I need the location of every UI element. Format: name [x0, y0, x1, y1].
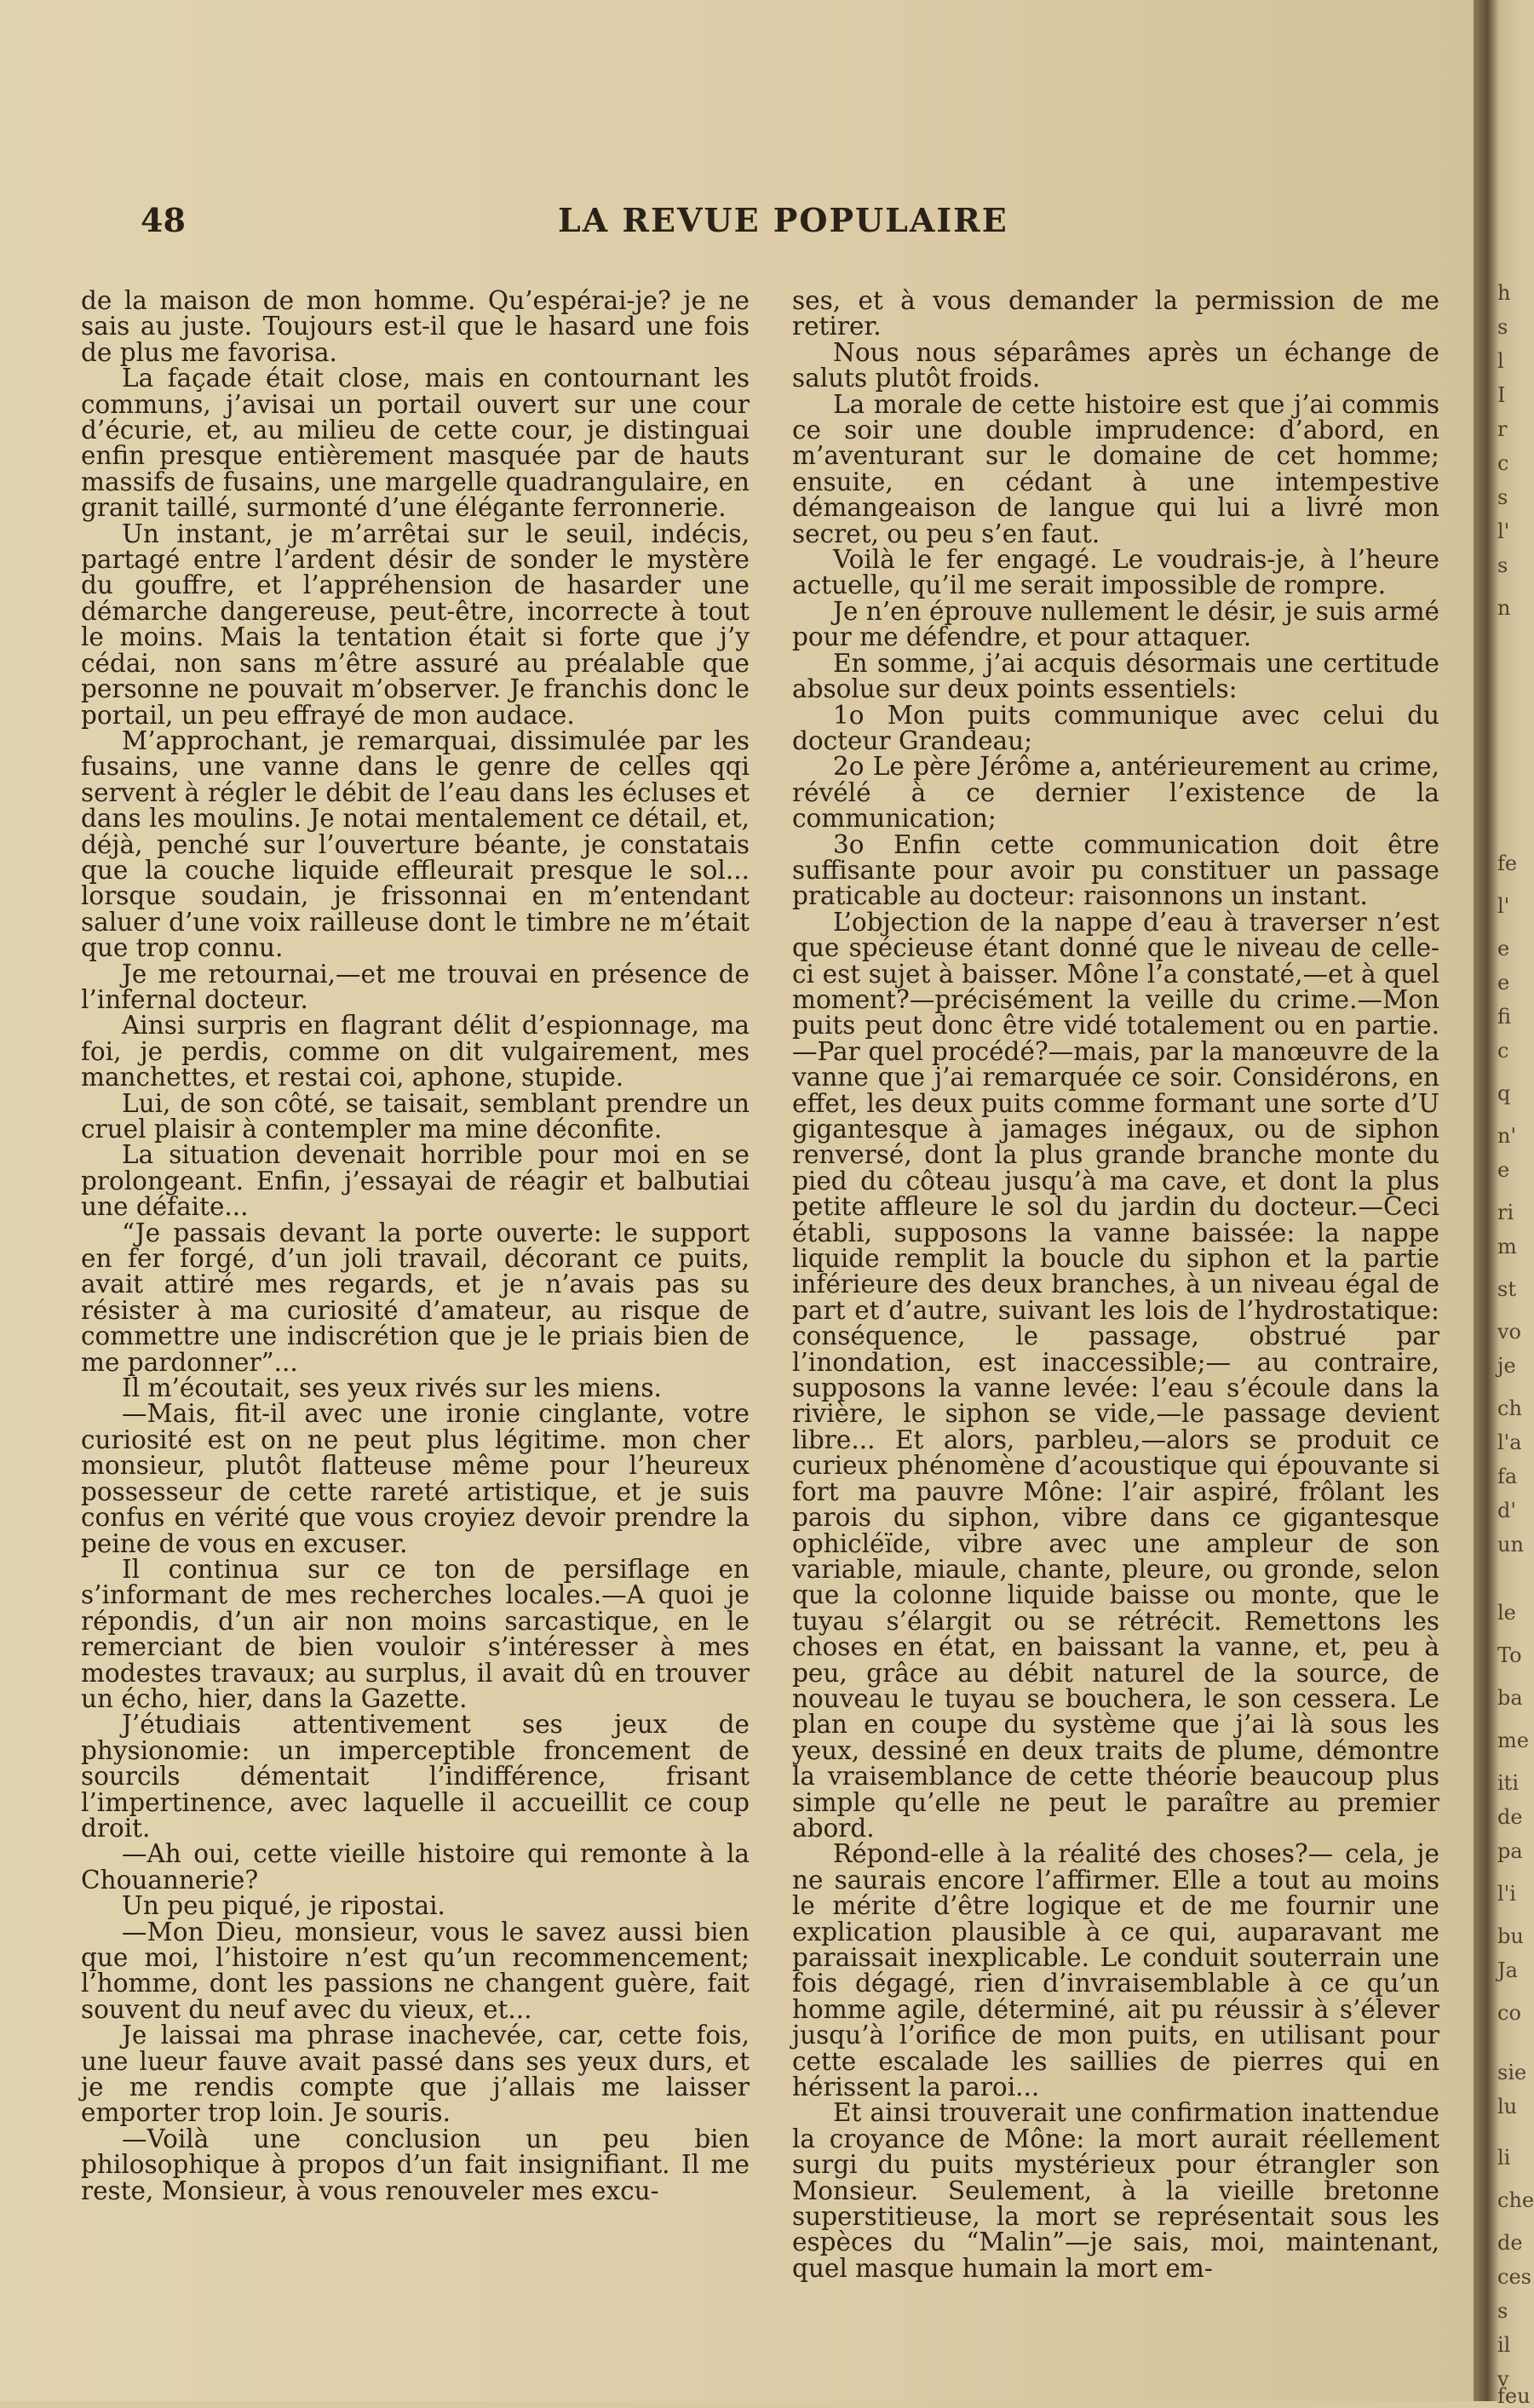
- paragraph: 2o Le père Jérôme a, antérieurement au crime, révélé à ce dernier l’existence de la communication;: [792, 752, 1439, 834]
- paragraph: En somme, j’ai acquis désormais une certitude absolue sur deux points essentiels:: [792, 648, 1439, 704]
- right-column: [792, 288, 1439, 2281]
- gutter-fragment: l: [1497, 349, 1504, 373]
- gutter-fragment: I: [1497, 383, 1506, 407]
- gutter-fragment: r: [1497, 417, 1508, 441]
- gutter-fragment: c: [1497, 1039, 1509, 1063]
- paragraph: Un instant, je m’arrêtai sur le seuil, indécis, partagé entre l’ardent désir de sonder le mystère du gouffre, et l’appréhension de hasarder une démarche dangereuse, peut-être, incorrecte à tout le moins. Mais la tentation était si forte que j’y cédai, non sans m’être assuré au préalable que personne ne pouvait m’observer. Je franchis donc le portail, un peu effrayé de mon audace.: [81, 519, 750, 730]
- gutter-fragment: ri: [1497, 1201, 1514, 1224]
- facing-page-gutter: [1474, 0, 1534, 2408]
- paragraph: Je n’en éprouve nullement le désir, je suis armé pour me défendre, et pour attaquer.: [792, 596, 1439, 652]
- paragraph: Je me retournai,—et me trouvai en présence de l’infernal docteur.: [81, 959, 750, 1014]
- gutter-fragment: n': [1497, 1124, 1517, 1148]
- paragraph: Nous nous séparâmes après un échange de saluts plutôt froids.: [792, 337, 1439, 393]
- gutter-fragment: n: [1497, 596, 1511, 620]
- paragraph: Ainsi surpris en flagrant délit d’espionnage, ma foi, je perdis, comme on dit vulgairement, mes manchettes, et restai coi, aphone, stupide.: [81, 1011, 750, 1092]
- left-column: [81, 288, 750, 2204]
- gutter-fragment: le: [1497, 1601, 1516, 1625]
- paragraph: Un peu piqué, je ripostai.: [122, 1891, 445, 1921]
- paragraph: 3o Enfin cette communication doit être suffisante pour avoir pu constituer un passage praticable au docteur: raisonnons un instant.: [792, 829, 1439, 911]
- gutter-fragment: iti: [1497, 1771, 1519, 1795]
- gutter-fragment: che: [1497, 2188, 1534, 2212]
- gutter-fragment: li: [1497, 2146, 1511, 2170]
- gutter-fragment: l': [1497, 894, 1510, 918]
- gutter-fragment: l': [1497, 519, 1510, 543]
- gutter-fragment: feu: [1497, 2384, 1531, 2408]
- paragraph: ses, et à vous demander la permission de me retirer.: [792, 286, 1439, 341]
- paragraph: Répond-elle à la réalité des choses?— cela, je ne saurais encore l’affirmer. Elle a tout au moins le mérite d’être logique et de me fournir une explication plausible à ce qui, auparavant me paraissait inexplicable. Le conduit souterrain une fois dégagé, rien d’invraisemblable à ce qu’un homme agile, déterminé, ait pu réussir à s’élever jusqu’à l’orifice de mon puits, en utilisant pour cette escalade les saillies de pierres qui en hérissent la paroi...: [792, 1839, 1439, 2102]
- gutter-fragment: vo: [1497, 1320, 1522, 1344]
- gutter-fragment: l'a: [1497, 1430, 1522, 1454]
- gutter-fragment: ch: [1497, 1396, 1522, 1420]
- gutter-fragment: pa: [1497, 1839, 1523, 1863]
- gutter-fragment: fe: [1497, 851, 1518, 875]
- gutter-fragment: un: [1497, 1533, 1524, 1557]
- gutter-fragment: s: [1497, 2299, 1508, 2323]
- gutter-fragment: s: [1497, 553, 1508, 577]
- gutter-fragment: s: [1497, 485, 1508, 509]
- gutter-fragment: il: [1497, 2333, 1511, 2357]
- paragraph: M’approchant, je remarquai, dissimulée par les fusains, une vanne dans le genre de celles qqi servent à régler le débit de l’eau dans les écluses et dans les moulins. Je notai mentalement ce détail, et, déjà, penché sur l’ouverture béante, je constatais que la couche liquide effleurait presque le sol... lorsque soudain, je frissonnai en m’entendant saluer d’une voix railleuse dont le timbre ne m’était que trop connu.: [81, 725, 750, 963]
- paragraph: —Ah oui, cette vieille histoire qui remonte à la Chouannerie?: [81, 1839, 750, 1895]
- gutter-fragment: ces: [1497, 2265, 1531, 2289]
- gutter-fragment: fa: [1497, 1465, 1518, 1488]
- gutter-fragment: v: [1497, 2367, 1509, 2391]
- gutter-fragment: bu: [1497, 1924, 1524, 1948]
- paragraph: Lui, de son côté, se taisait, semblant prendre un cruel plaisir à contempler ma mine déconfite.: [81, 1088, 750, 1144]
- paragraph: —Mais, fit-il avec une ironie cinglante, votre curiosité est on ne peut plus légitime. mon cher monsieur, plutôt flatteuse même pour l’heureux possesseur de cette rareté artistique, et je suis confus en vérité que vous croyiez devoir prendre la peine de vous en excuser.: [81, 1399, 750, 1558]
- paragraph: “Je passais devant la porte ouverte: le support en fer forgé, d’un joli travail, décorant ce puits, avait attiré mes regards, et je n’avais pas su résister à ma curiosité d’amateur, au risque de commettre une indiscrétion que je le priais bien de me pardonner”...: [81, 1218, 750, 1377]
- gutter-fragment: To: [1497, 1643, 1522, 1667]
- gutter-fragment: e: [1497, 1158, 1510, 1182]
- gutter-fragment: Ja: [1497, 1958, 1518, 1982]
- gutter-fragment: de: [1497, 2231, 1523, 2255]
- gutter-fragment: me: [1497, 1729, 1529, 1752]
- gutter-fragment: je: [1497, 1354, 1516, 1378]
- paragraph: Et ainsi trouverait une confirmation inattendue la croyance de Mône: la mort aurait réellement surgi du puits mystérieux pour étrangler son Monsieur. Seulement, à la vieille bretonne superstitieuse, la mort se représentait sous les espèces du “Malin”—je sais, moi, maintenant, quel masque humain la mort em-: [792, 2098, 1439, 2283]
- gutter-fragment: d': [1497, 1499, 1516, 1522]
- gutter-fragment: e: [1497, 971, 1510, 995]
- paragraph: La morale de cette histoire est que j’ai commis ce soir une double imprudence: d’abord, en m’aventurant sur le domaine de cet homme; ensuite, en cédant à une intempestive démangeaison de langue qui lui a livré mon secret, ou peu s’en faut.: [792, 389, 1439, 548]
- gutter-fragment: q: [1497, 1081, 1511, 1105]
- gutter-fragment: st: [1497, 1277, 1516, 1301]
- paragraph: —Mon Dieu, monsieur, vous le savez aussi bien que moi, l’histoire n’est qu’un recommencement; l’homme, dont les passions ne changent guère, fait souvent du neuf avec du vieux, et...: [81, 1917, 750, 2024]
- gutter-fragment: fi: [1497, 1005, 1512, 1029]
- paragraph: Voilà le fer engagé. Le voudrais-je, à l’heure actuelle, qu’il me serait impossible de rompre.: [792, 545, 1439, 600]
- paragraph: —Voilà une conclusion un peu bien philosophique à propos d’un fait insignifiant. Il me reste, Monsieur, à vous renouveler mes excu-: [81, 2124, 750, 2205]
- gutter-fragment: l'i: [1497, 1882, 1516, 1906]
- gutter-fragment: s: [1497, 315, 1508, 339]
- paragraph: La situation devenait horrible pour moi en se prolongeant. Enfin, j’essayai de réagir et balbutiai une défaite...: [81, 1140, 750, 1222]
- paragraph: Il continua sur ce ton de persiflage en s’informant de mes recherches locales.—A quoi je répondis, d’un air non moins sarcastique, en le remerciant de bien vouloir s’intéresser à mes modestes travaux; au surplus, il avait dû en trouver un écho, hier, dans la Gazette.: [81, 1554, 750, 1713]
- paragraph: de la maison de mon homme. Qu’espérai-je? je ne sais au juste. Toujours est-il que le hasard une fois de plus me favorisa.: [81, 286, 750, 367]
- gutter-fragment: h: [1497, 281, 1511, 305]
- gutter-fragment: ba: [1497, 1686, 1523, 1710]
- paragraph: Il m’écoutait, ses yeux rivés sur les miens.: [122, 1373, 662, 1403]
- page-number: 48: [141, 201, 186, 239]
- paragraph: L’objection de la nappe d’eau à traverser n’est que spécieuse étant donné que le niveau de celle-ci est sujet à baisser. Mône l’a constaté,—et à quel moment?—précisément la veille du crime.—Mon puits peut donc être vidé totalement ou en partie.—Par quel procédé?—mais, par la manœuvre de la vanne que j’ai remarquée ce soir. Considérons, en effet, les deux puits comme formant une sorte d’U gigantesque à jamages inégaux, ou de siphon renversé, dont la plus grande branche monte du pied du côteau jusqu’à ma cave, et dont la plus petite affleure le sol du jardin du docteur.—Ceci établi, supposons la vanne baissée: la nappe liquide remplit la boucle du siphon et la partie inférieure des deux branches, à un niveau égal de part et d’autre, suivant les lois de l’hydrostatique: conséquence, le passage, obstrué par l’inondation, est inaccessible;— au contraire, supposons la vanne levée: l’eau s’écoule dans la rivière, le siphon se vide,—le passage devient libre... Et alors, parbleu,—alors se produit ce curieux phénomène d’acoustique qui épouvante si fort ma pauvre Mône: l’air aspiré, frôlant les parois du siphon, vibre dans ce gigantesque ophicléïde, vibre avec une ampleur de son variable, miaule, chante, pleure, ou gronde, selon que la colonne liquide baisse ou monte, que le tuyau s’élargit ou se rétrécit. Remettons les choses en état, en baissant la vanne, et, peu à peu, grâce au débit naturel de la source, de nouveau le tuyau se bouchera, le son cessera. Le plan en coupe du système que j’ai là sous les yeux, dessiné en deux traits de plume, démontre la vraisemblance de cette théorie beaucoup plus simple qu’elle ne peut le paraître au premier abord.: [792, 907, 1439, 1843]
- gutter-fragment: lu: [1497, 2095, 1518, 2118]
- running-title: LA REVUE POPULAIRE: [558, 201, 1008, 239]
- gutter-fragment: c: [1497, 451, 1509, 475]
- paragraph: J’étudiais attentivement ses jeux de physionomie: un imperceptible froncement de sourcils démentait l’indifférence, frisant l’impertinence, avec laquelle il accueillit ce coup droit.: [81, 1710, 750, 1843]
- gutter-fragment: co: [1497, 2001, 1521, 2025]
- paragraph: Je laissai ma phrase inachevée, car, cette fois, une lueur fauve avait passé dans ses yeux durs, et je me rendis compte que j’allais me laisser emporter trop loin. Je souris.: [81, 2021, 750, 2128]
- paragraph: La façade était close, mais en contournant les communs, j’avisai un portail ouvert sur une cour d’écurie, et, au milieu de cette cour, je distinguai enfin presque entièrement masquée par de hauts massifs de fusains, une margelle quadrangulaire, en granit taillé, surmonté d’une élégante ferronnerie.: [81, 364, 750, 523]
- page-header: [141, 201, 1452, 252]
- gutter-fragment: de: [1497, 1805, 1523, 1829]
- paragraph: 1o Mon puits communique avec celui du docteur Grandeau;: [792, 700, 1439, 755]
- gutter-fragment: m: [1497, 1235, 1517, 1258]
- gutter-fragment: sie: [1497, 2061, 1527, 2084]
- gutter-fragment: e: [1497, 937, 1510, 960]
